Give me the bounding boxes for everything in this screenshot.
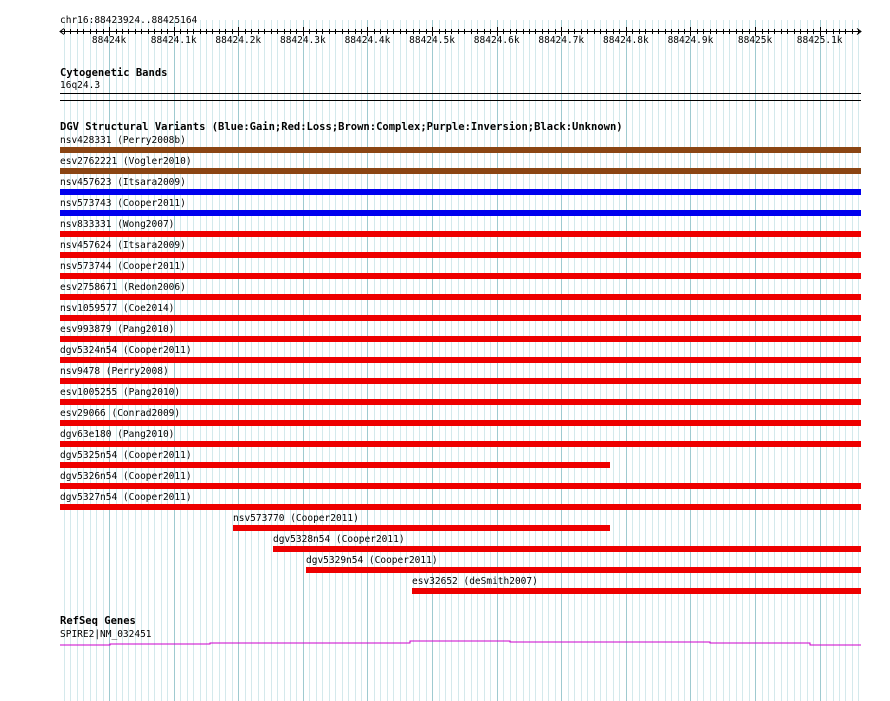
dgv-feature-label[interactable]: nsv833331 (Wong2007) [60,219,175,230]
ruler-tick-label: 88424.9k [667,35,714,46]
dgv-feature-label[interactable]: nsv1059577 (Coe2014) [60,303,175,314]
cytoband-bar-top [60,93,861,94]
dgv-feature-bar[interactable] [60,378,861,384]
dgv-feature-bar[interactable] [60,315,861,321]
refseq-track-title: RefSeq Genes [60,615,136,627]
refseq-gene-model[interactable] [0,636,890,650]
dgv-feature-label[interactable]: nsv9478 (Perry2008) [60,366,169,377]
dgv-feature-bar[interactable] [60,336,861,342]
dgv-feature-bar[interactable] [60,252,861,258]
dgv-feature-label[interactable]: dgv63e180 (Pang2010) [60,429,175,440]
dgv-feature-bar[interactable] [306,567,861,573]
ruler-tick-label: 88424.3k [279,35,326,46]
dgv-feature-label[interactable]: esv1005255 (Pang2010) [60,387,181,398]
dgv-feature-bar[interactable] [60,441,861,447]
dgv-feature-label[interactable]: esv2758671 (Redon2006) [60,282,186,293]
dgv-feature-label[interactable]: esv32652 (deSmith2007) [412,576,538,587]
dgv-feature-label[interactable]: dgv5326n54 (Cooper2011) [60,471,192,482]
ruler-tick-label: 88424.1k [150,35,197,46]
dgv-feature-bar[interactable] [60,399,861,405]
dgv-feature-bar[interactable] [60,189,861,195]
dgv-feature-label[interactable]: dgv5324n54 (Cooper2011) [60,345,192,356]
dgv-feature-label[interactable]: nsv573770 (Cooper2011) [233,513,359,524]
ruler-tick-label: 88424.2k [215,35,262,46]
dgv-feature-label[interactable]: dgv5329n54 (Cooper2011) [306,555,438,566]
dgv-feature-bar[interactable] [60,273,861,279]
dgv-feature-label[interactable]: esv993879 (Pang2010) [60,324,175,335]
dgv-track-title: DGV Structural Variants (Blue:Gain;Red:Loss;Brown:Complex;Purple:Inversion;Black:Unknown) [60,121,623,133]
ruler-tick-label: 88425.1k [796,35,843,46]
ruler-tick-label: 88424.5k [409,35,455,46]
dgv-feature-bar[interactable] [60,483,861,489]
dgv-feature-label[interactable]: dgv5327n54 (Cooper2011) [60,492,192,503]
dgv-feature-label[interactable]: nsv428331 (Perry2008b) [60,135,186,146]
ruler-tick-label: 88424.7k [538,35,585,46]
dgv-feature-label[interactable]: dgv5328n54 (Cooper2011) [273,534,405,545]
dgv-feature-label[interactable]: dgv5325n54 (Cooper2011) [60,450,192,461]
ruler-tick-label: 88425k [737,35,773,46]
dgv-feature-bar[interactable] [60,504,861,510]
dgv-feature-label[interactable]: nsv457624 (Itsara2009) [60,240,186,251]
cytoband-track-title: Cytogenetic Bands [60,67,168,79]
dgv-feature-bar[interactable] [60,462,610,468]
dgv-feature-bar[interactable] [60,294,861,300]
ruler-tick-label: 88424.8k [602,35,649,46]
dgv-feature-bar[interactable] [60,168,861,174]
dgv-feature-bar[interactable] [233,525,610,531]
dgv-feature-bar[interactable] [60,357,861,363]
location-label: chr16:88423924..88425164 [60,15,198,26]
dgv-feature-label[interactable]: esv29066 (Conrad2009) [60,408,181,419]
dgv-feature-bar[interactable] [60,147,861,153]
dgv-feature-label[interactable]: nsv457623 (Itsara2009) [60,177,186,188]
dgv-feature-bar[interactable] [412,588,861,594]
cytoband-bar-bottom [60,100,861,101]
dgv-feature-label[interactable]: nsv573744 (Cooper2011) [60,261,186,272]
refseq-gene-label[interactable]: SPIRE2|NM_032451 [60,629,152,640]
cytoband-label: 16q24.3 [60,80,101,91]
ruler-tick-label: 88424.6k [473,35,520,46]
dgv-feature-label[interactable]: esv2762221 (Vogler2010) [60,156,192,167]
ruler-tick-label: 88424.4k [344,35,391,46]
ruler-tick-label: 88424k [91,35,127,46]
dgv-feature-label[interactable]: nsv573743 (Cooper2011) [60,198,186,209]
dgv-feature-bar[interactable] [273,546,861,552]
dgv-feature-bar[interactable] [60,210,861,216]
dgv-feature-bar[interactable] [60,231,861,237]
dgv-feature-bar[interactable] [60,420,861,426]
gene-intron-line [60,641,861,645]
